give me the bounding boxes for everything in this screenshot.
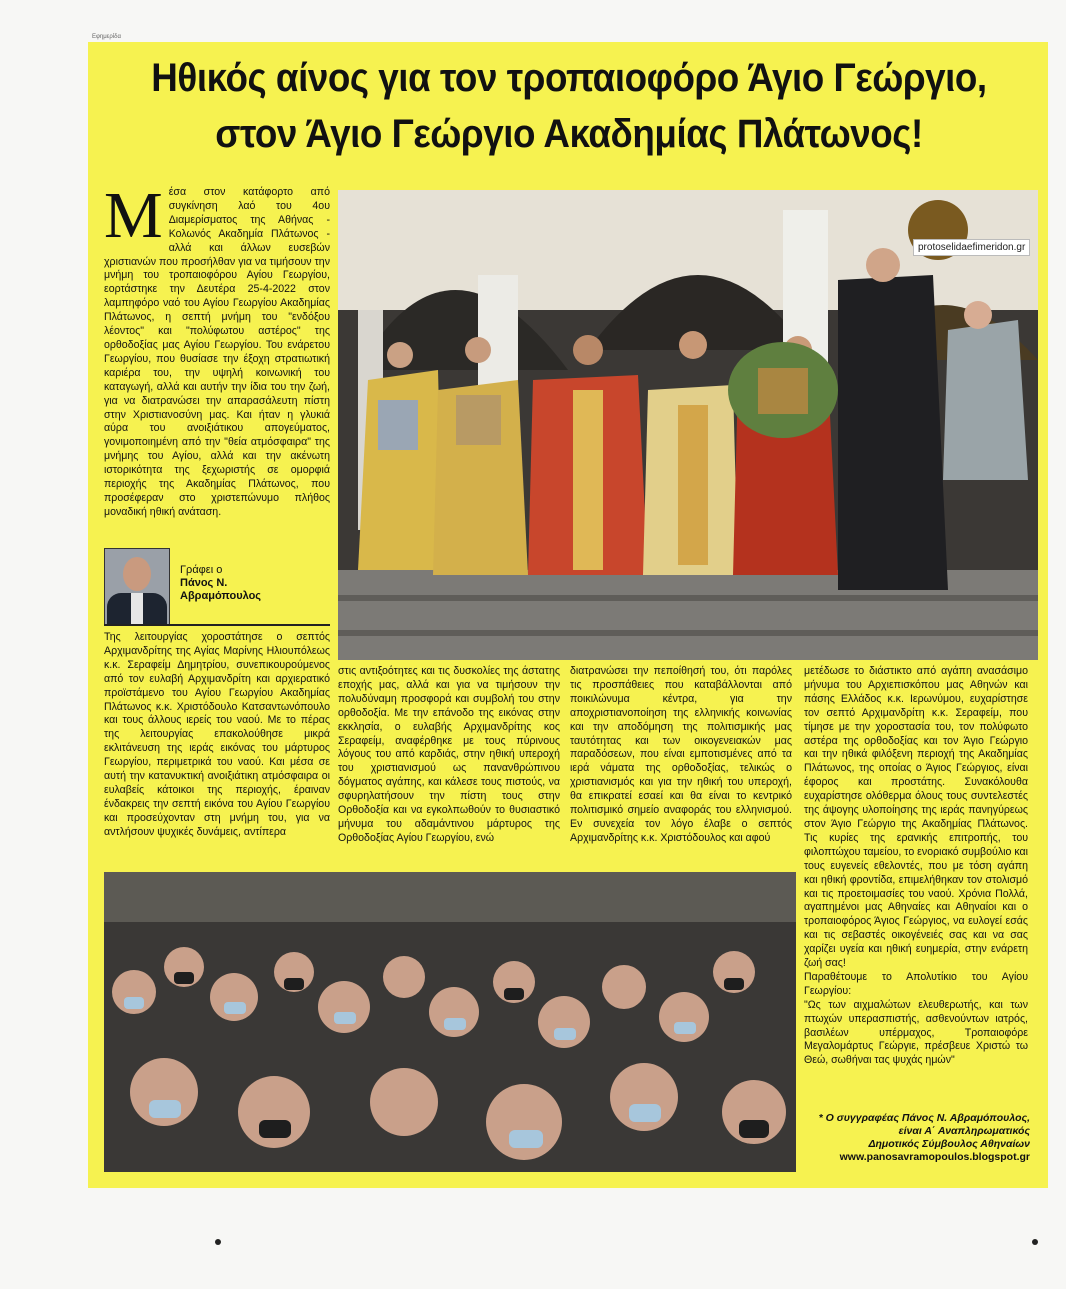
- page-header-label: Εφημερίδα: [92, 34, 121, 40]
- author-blog-link[interactable]: www.panosavramopoulos.blogspot.gr: [839, 1151, 1030, 1163]
- drop-cap: Μ: [104, 179, 163, 252]
- clergy-photo-illustration: [338, 190, 1038, 660]
- crowd-photo-illustration: [104, 872, 796, 1172]
- footnote-line-1: * Ο συγγραφέας Πάνος Ν. Αβραμόπουλος,: [818, 1112, 1030, 1124]
- author-label: Γράφει ο: [180, 564, 223, 576]
- footnote-line-3: Δημοτικός Σύμβουλος Αθηναίων: [868, 1138, 1030, 1150]
- column-4-text: μετέδωσε το διάστικτο από αγάπη ανασάσιμο μήνυμα του Αρχιεπισκόπου μας Αθηνών και πάσης Ελλάδος κ.κ. Ιερωνύμου, ευχαρίστησε τον σεπτό Αρχιμανδρίτη κ.κ. Σεραφείμ, που τίμησε με την χοροστασία του, τον πολύφωτο αστέρα της ορθοδοξίας και τον Άγιο Γεώργιο και την ηθικά φιλόξενη περιοχή της Ακαδημίας Πλάτωνος, της οποίας ο Άγιος Γεώργιος, είναι έφορος και προστάτης. Συνακόλουθα ευχαρίστησε ολόθερμα όλους τους συντελεστές της άψογης υλοποίησης της ιεράς πανηγύρεως στον Άγιο Γεώργιο της Ακαδημίας Πλάτωνος. Τις κυρίες της εραvικής επιτροπής, του φιλοπτώχου ταμείου, το ενοριακό συμβούλιο και τους ευγενείς εθελοντές, που με τόση αγάπη και ηθική φροντίδα, επιμελήθηκαν τον στολισμό και τις προετοιμασίες του ναού. Χρόνια Πολλά, αγαπημένοι μας Αθηναίες και Αθηναίοι και ο τροπαιοφόρος Άγιος Γεώργιος, να ευλογεί εσάς και τις σεβαστές οικογένειές σας και να σας χαρίζει υγεία και ηθική ευημερία, στην ενάρετη ζωή σας!: [804, 665, 1028, 970]
- column-4-hymn: "Ως των αιχμαλώτων ελευθερωτής, και των πτωχών υπερασπιστής, ασθενούντων ιατρός, βασιλέων υπέρμαχος, Τροπαιοφόρε Μεγαλομάρτυς Γεώργιε, πρέσβευε Χριστώ τω Θεώ, σωθήναι τας ψυχάς ημών": [804, 998, 1028, 1067]
- crowd-photo: [104, 872, 796, 1172]
- page-dot: [1032, 1239, 1038, 1245]
- author-byline: [180, 564, 261, 603]
- title-line-2: στον Άγιο Γεώργιο Ακαδημίας Πλάτωνος!: [215, 112, 923, 156]
- watermark: protoselidaefimeridon.gr: [913, 239, 1030, 256]
- column-4-hymn-intro: Παραθέτουμε το Απολυτίκιο του Αγίου Γεωργίου:: [804, 970, 1028, 997]
- column-4: [804, 665, 1028, 1068]
- author-rule: [104, 624, 330, 626]
- author-name-1: Πάνος Ν.: [180, 577, 228, 589]
- author-box: [104, 548, 330, 628]
- column-1: Της λειτουργίας χοροστάτησε ο σεπτός Αρχιμανδρίτης της Αγίας Μαρίνης Ηλιουπόλεως κ.κ. Σεραφείμ Δημητρίου, συνεπικουρούμενος από τον ευλαβή Αρχιμανδρίτη και αρχιερατικό προϊστάμενο του Αγίου Γεωργίου Ακαδημίας Πλάτωνος κ.κ. Χριστόδουλο Κατσαντωνόπουλο και τους άλλους ιερείς του ναού. Με το πέρας της λειτουργίας επακολούθησε μικρά εκλιτάνευση της ιεράς εικόνας του μάρτυρος Γεωργίου, περιμετρικά του ναού. Και μέσα σε αυτή την κατανυκτική ανοιξιάτικη ατμόσφαιρα οι ευλαβείς κάτοικοι της περιοχής, έραιναν ένδακρεις την σεπτή εικόνα του Αγίου Γεωργίου και προσεύχονταν στη μνήμη του, για να αντλήσουν ψυχικές δυνάμεις, αντίπερα: [104, 631, 330, 838]
- column-2: στις αντιξοότητες και τις δυσκολίες της άστατης εποχής μας, αλλά και για να τιμήσουν την πολυδύναμη προσφορά και συμβολή του στην ορθοδοξία. Με την επάνοδο της εικόνας στην εκκλησία, ο ευλαβής Αρχιμανδρίτης κος Σεραφείμ, αναφέρθηκε με τους πύρινους λόγους του από καρδιάς, στην ηθική υπεροχή του χριστιανισμού ως πανανθρώπινου δόγματος αγάπης, και κάλεσε τους πιστούς, να σφυρηλατήσουν την πίστη τους στην Ορθοδοξία και να εγκολπωθούν το θυσιαστικό μήνυμα του αδαμάντινου μάρτυρος της Ορθοδοξίας Αγίου Γεωργίου, ενώ: [338, 665, 560, 844]
- author-photo: [104, 548, 170, 626]
- column-3: διατρανώσει την πεποίθησή του, ότι παρόλες τις προσπάθειες που καταβάλλονται από ποικιλώνυμα κέντρα, για την αποχριστιανοποίηση της ελληνικής κοινωνίας και την αποδόμηση της πολιτισμικής μας ταυτότητας και των οικογενειακών μας παραδόσεων, που είναι εμποτισμένες από τα ιερά νάματα της ορθοδοξίας, τελικώς ο χριστιανισμός και για την ηθική του υπεροχή, θα επικρατεί εσαεί και θα είναι το κεντρικό πολιτισμικό σημείο αναφοράς του ελληνισμού. Εν συνεχεία τον λόγο έλαβε ο σεπτός Αρχιμανδρίτης κ.κ. Χριστόδουλος και αφού: [570, 665, 792, 844]
- author-footnote: [804, 1112, 1030, 1164]
- intro-text: έσα στον κατάφορτο από συγκίνηση λαό του 4ου Διαμερίσματος της Αθήνας - Κολωνός Ακαδημία Πλάτωνος - αλλά και άλλων ευσεβών χριστιανών που προσήλθαν για να τιμήσουν την μνήμη του τροπαιοφόρου Αγίου Γεωργίου, εορτάστηκε την Δευτέρα 25-4-2022 στον λαμπηφόρο ναό του Αγίου Γεωργίου Ακαδημίας Πλάτωνος, η σεπτή μνήμη του "ενδόξου λέοντος" και "πολύφωτου αστέρος" της ορθοδοξίας μας Αγίου Γεωργίου. Του ενάρετου Γεωργίου, που θυσίασε την έξοχη στρατιωτική καριέρα του, την υψηλή κοινωνική του καταγωγή, αλλά και αυτήν την ίδια του την ζωή, για να διατρανώσει την απαρασάλευτη πίστη στην Χριστιανοσύνη μας. Και ήταν η γλυκιά αύρα του ανοιξιάτικου απογεύματος, γονιμοποιημένη από την "θεία ατμόσφαιρα" της μνήμης του Αγίου, αλλά και την ακένωτη ιστορικότητα της ξεχωριστής σε ομορφιά περιοχής της Ακαδημίας Πλάτωνος, που προσέφεραν στο χριστεπώνυμο πλήθος μοναδική ηθική ανάταση.: [104, 186, 330, 518]
- footnote-line-2: είναι Α΄ Αναπληρωματικός: [898, 1125, 1030, 1137]
- page-dot: [215, 1239, 221, 1245]
- author-name-2: Αβραμόπουλος: [180, 590, 262, 602]
- clergy-photo: [338, 190, 1038, 660]
- intro-paragraph: [104, 179, 330, 520]
- title-line-1: Ηθικός αίνος για τον τροπαιοφόρο Άγιο Γεώργιο,: [151, 56, 987, 100]
- article-title: [133, 50, 1005, 162]
